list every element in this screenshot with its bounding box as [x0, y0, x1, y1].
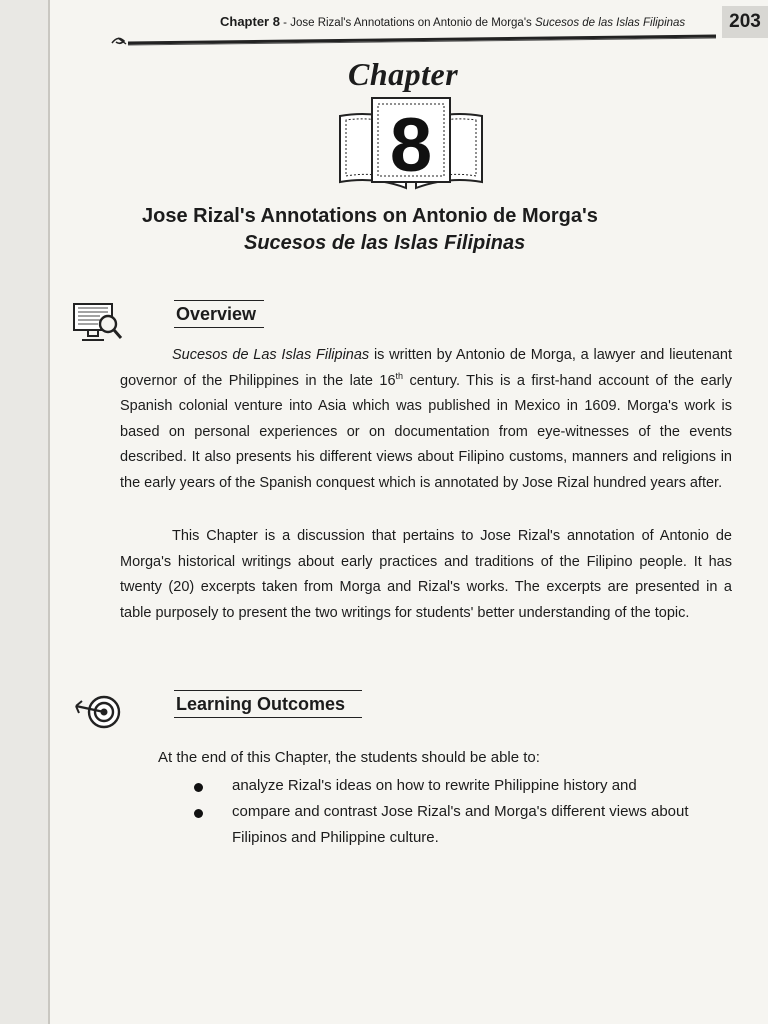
ordinal-superscript: th	[395, 370, 404, 381]
learning-outcomes-heading: Learning Outcomes	[174, 690, 362, 718]
chapter-number: 8	[389, 103, 433, 188]
overview-p1-part-b: century. This is a first-hand account of the early Spanish colonial venture into Asia which was published in Mexico in 1609. Morga's work is based on personal experiences or on documentation from eye-witnesses of the events described. It also presents his different views about Filipino customs, manners and religions in the early years of the Spanish conquest which is annotated by Jose Rizal hundred years after.	[120, 372, 732, 491]
running-head-separator: -	[279, 17, 291, 29]
chapter-title-line-1: Jose Rizal's Annotations on Antonio de Morga's	[142, 205, 598, 227]
running-head	[220, 14, 720, 29]
chapter-title-line-2: Sucesos de las Islas Filipinas	[244, 232, 526, 254]
list-item: analyze Rizal's ideas on how to rewrite Philippine history and	[190, 773, 730, 799]
monitor-magnifier-icon	[72, 300, 124, 344]
sucesos-italic-title: Sucesos de Las Islas Filipinas	[172, 347, 370, 363]
overview-p2-text: This Chapter is a discussion that pertains to Jose Rizal's annotation of Antonio de Morga's historical writings about early practices and traditions of the Filipino people. It has twenty (20) excerpts taken from Morga and Rizal's works. The excerpts are presented in a table purposely to present the two writings for students' better understanding of the topic.	[120, 528, 732, 621]
running-head-chapter: Chapter 8	[220, 14, 280, 29]
scroll-rule-ornament-icon	[110, 34, 720, 48]
overview-paragraph-1	[120, 343, 732, 496]
overview-p1-part-a: is written by Antonio de Morga, a lawyer and lieutenant governor of the Philippines in the late 16	[120, 347, 732, 389]
page-number: 203	[722, 6, 768, 38]
overview-heading: Overview	[174, 300, 264, 328]
outcomes-list	[190, 773, 730, 851]
outcomes-intro: At the end of this Chapter, the students should be able to:	[158, 749, 540, 766]
chapter-word: Chapter	[348, 56, 459, 92]
book-page	[48, 0, 768, 1024]
list-item: compare and contrast Jose Rizal's and Morga's different views about Filipinos and Philippine culture.	[190, 799, 730, 851]
target-arrow-icon	[74, 692, 122, 732]
running-head-title-italic: Sucesos de las Islas Filipinas	[534, 17, 686, 29]
running-head-title: Jose Rizal's Annotations on Antonio de Morga's	[290, 17, 535, 29]
overview-paragraph-2	[120, 524, 732, 626]
